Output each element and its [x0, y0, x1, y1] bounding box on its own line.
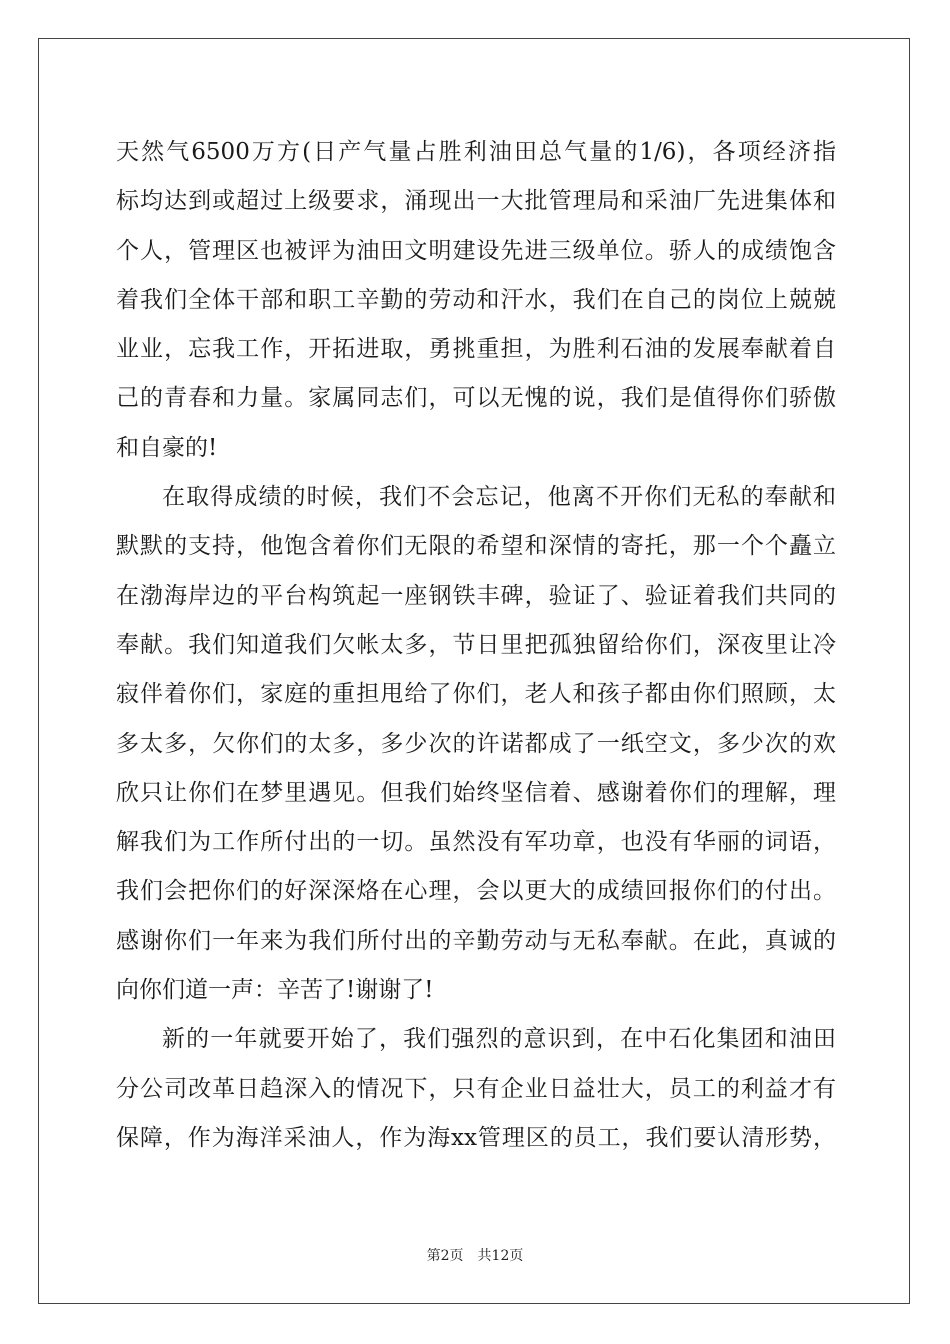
paragraph-1-line-6: 己的青春和力量。家属同志们，可以无愧的说，我们是值得你们骄傲: [116, 385, 836, 412]
paragraph-2-line-9: 我们会把你们的好深深烙在心理，会以更大的成绩回报你们的付出。: [116, 878, 836, 905]
paragraph-2-line-11: 向你们道一声：辛苦了!谢谢了!: [116, 977, 434, 1004]
paragraph-1-line-5: 业业，忘我工作，开拓进取，勇挑重担，为胜利石油的发展奉献着自: [116, 336, 836, 363]
paragraph-2-line-2: 默默的支持，他饱含着你们无限的希望和深情的寄托，那一个个矗立: [116, 533, 836, 560]
paragraph-2-line-5: 寂伴着你们，家庭的重担甩给了你们，老人和孩子都由你们照顾，太: [116, 681, 836, 708]
paragraph-2-line-7: 欣只让你们在梦里遇见。但我们始终坚信着、感谢着你们的理解，理: [116, 779, 836, 806]
paragraph-3-line-3: 保障，作为海洋采油人，作为海xx管理区的员工，我们要认清形势，: [116, 1124, 836, 1151]
paragraph-1-line-2: 标均达到或超过上级要求，涌现出一大批管理局和采油厂先进集体和: [116, 188, 836, 215]
paragraph-2-line-6: 多太多，欠你们的太多，多少次的许诺都成了一纸空文，多少次的欢: [116, 730, 836, 757]
paragraph-1-line-7: 和自豪的!: [116, 434, 218, 461]
paragraph-2-line-3: 在渤海岸边的平台构筑起一座钢铁丰碑，验证了、验证着我们共同的: [116, 582, 836, 609]
paragraph-1-line-3: 个人，管理区也被评为油田文明建设先进三级单位。骄人的成绩饱含: [116, 237, 836, 264]
document-body: [116, 128, 836, 1163]
paragraph-1-line-4: 着我们全体干部和职工辛勤的劳动和汗水，我们在自己的岗位上兢兢: [116, 286, 836, 313]
paragraph-2-line-8: 解我们为工作所付出的一切。虽然没有军功章，也没有华丽的词语，: [116, 829, 836, 856]
page-number-footer: 第2页 共12页: [426, 1248, 524, 1264]
paragraph-2-line-4: 奉献。我们知道我们欠帐太多，节日里把孤独留给你们，深夜里让冷: [116, 631, 836, 658]
paragraph-1-line-1: 天然气6500万方(日产气量占胜利油田总气量的1/6)，各项经济指: [116, 139, 836, 165]
paragraph-3-line-2: 分公司改革日趋深入的情况下，只有企业日益壮大，员工的利益才有: [116, 1075, 836, 1102]
paragraph-2-line-1: 在取得成绩的时候，我们不会忘记，他离不开你们无私的奉献和: [162, 484, 836, 511]
paragraph-2-line-10: 感谢你们一年来为我们所付出的辛勤劳动与无私奉献。在此，真诚的: [116, 927, 836, 954]
paragraph-3-line-1: 新的一年就要开始了，我们强烈的意识到，在中石化集团和油田: [162, 1026, 836, 1053]
